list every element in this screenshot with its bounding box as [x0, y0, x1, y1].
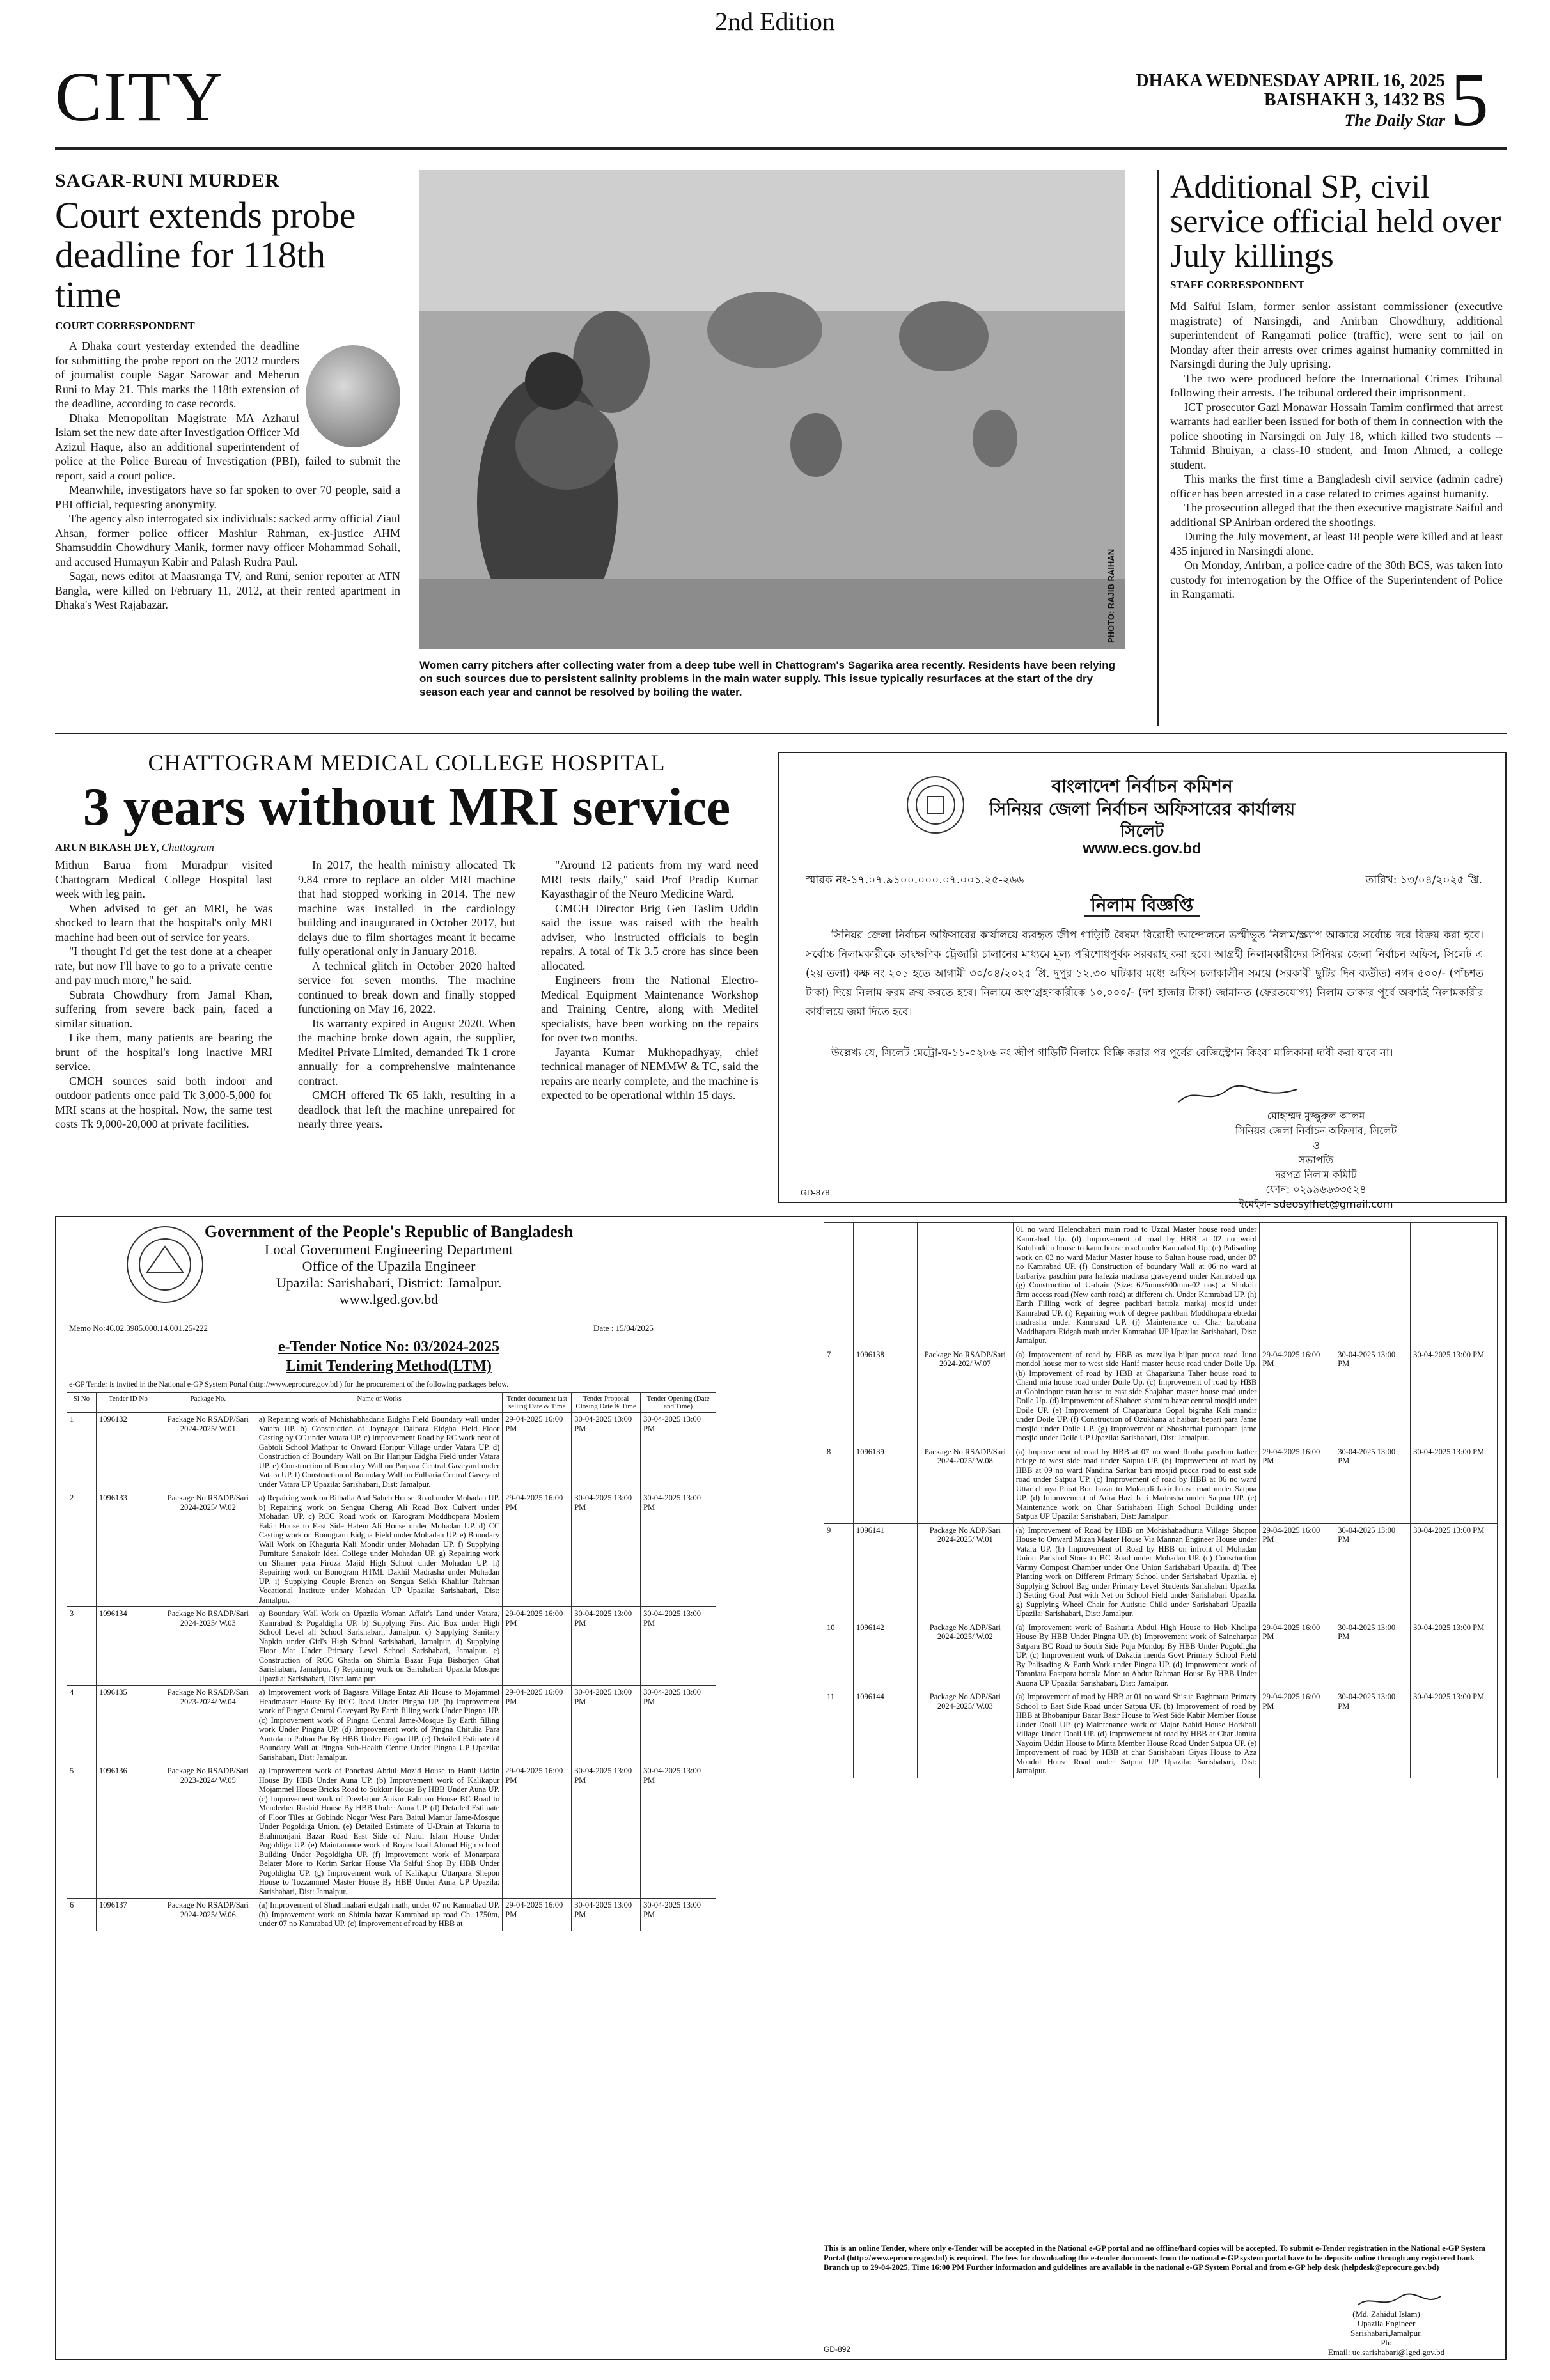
paragraph: CMCH offered Tk 65 lakh, resulting in a deadlock that left the machine unrepaired for nearly three years. [298, 1089, 515, 1130]
signature-icon [1354, 2291, 1444, 2310]
signer-name: (Md. Zahidul Islam) [1352, 2309, 1420, 2319]
story-headline: 3 years without MRI service [82, 777, 731, 837]
paragraph: During the July movement, at least 18 people were killed and at least 435 injured in Narsingdi alone. [1170, 530, 1503, 557]
paragraph: This marks the first time a Bangladesh civil service (admin cadre) officer has been arrested in a case related to crimes against humanity. [1170, 472, 1503, 500]
table-cell-sell: 29-04-2025 16:00 PM [503, 1686, 572, 1764]
paragraph: A technical glitch in October 2020 halted service for seven months. The machine continued to break down and finally stopped functioning on May 16, 2022. [298, 959, 515, 1015]
paragraph: Sagar, news editor at Maasranga TV, and Runi, senior reporter at ATN Bangla, were killed on February 11, 2012, at their rented apartment in Dhaka's West Rajabazar. [55, 570, 400, 611]
table-cell-close: 30-04-2025 13:00 PM [572, 1764, 641, 1899]
signature-icon [1175, 1083, 1303, 1108]
table-cell-work: a) Improvement work of Ponchasi Abdul Mozid House to Hanif Uddin House By HBB Under Auna UP. (b) Improvement work of Kalikapur Mojammel House Bricks Road to Sukkur House By HBB Under Auna UP. (c) Improvement work of Dowlatpur Anisur Rahman House BC Road to Menderber Rashid House By HBB Under Auna UP. (d) Detailed Estimate of Floor Tiles at Gobindo Nogor West Para Baitul Mamur Jame-Mosque Under Pogoldiga Union. (e) Detailed Estimate of U-Drain at Takuria to Brahmonjani Bazar Road East Side of Nurul Islam House Under Pogoldiga UP. (e) Maintanance work of Boyra Israil Ahmad High school Building Under Pogoldigha UP. (f) Improvement work of Monarpara Belater More to Korim Sarkar House Via Saiful Shop By HBB Under Pogoldigha UP. (g) Improvement work of Kalikapur Uttarpara Shepon House to Tozzammel Master House By HBB Under Auna UP Upazila: Sarishabari, Dist: Jamalpur. [256, 1764, 503, 1899]
table-cell-sl [824, 1223, 854, 1348]
tender-table-left [67, 1392, 716, 1931]
paragraph: Mithun Barua from Muradpur visited Chattogram Medical College Hospital last week with leg pain. [55, 859, 272, 900]
signer-committee: দরপত্র নিলাম কমিটি [1275, 1169, 1357, 1181]
photo-credit: PHOTO: RAJIB RAIHAN [1106, 548, 1116, 643]
table-cell-work: a) Repairing work of Mohishabhadaria Eidgha Field Boundary wall under Vatara UP. b) Construction of Joynagor Dalpara Eidgha Field Floor Casting by CC under Vatara UP. c) Improvement Road by RC work near of Gabtoli School Mathpar to Onward Horipur Village under Vatara UP. d) Construction of Boundary Wall on Bir Haripur Eidgha Field under Vatara UP. e) Construction of Boundary Wall on Parpara Central Gaveyard under Vatara UP. f) Construction of Boundary Wall on Fulbaria Central Gaveyard under Vatara UP Upazila: Sarishabari, Dist: Jamalpur. [256, 1413, 503, 1491]
table-cell-pkg: Package No RSADP/Sari 2024-2025/ W.02 [160, 1491, 256, 1607]
table-row [67, 1491, 716, 1607]
ad-date: তারিখ: ১৩/০৪/২০২৫ খ্রি. [1365, 874, 1482, 887]
edition-label: 2nd Edition [715, 7, 835, 36]
header-line: Local Government Engineering Department [265, 1241, 513, 1257]
table-cell-open: 30-04-2025 13:00 PM [1411, 1690, 1498, 1778]
table-cell-open: 30-04-2025 13:00 PM [641, 1899, 716, 1931]
paragraph: Engineers from the National Electro-Medical Equipment Maintenance Workshop and Training Centre, along with Meditel specialists, have been working on the repairs for over two months. [541, 974, 758, 1044]
table-cell-id: 1096133 [96, 1491, 160, 1607]
paragraph: Like them, many patients are bearing the brunt of the hospital's long inactive MRI service. [55, 1031, 272, 1073]
bangla-date: BAISHAKH 3, 1432 BS [1264, 90, 1445, 110]
story-kicker: SAGAR-RUNI MURDER [55, 170, 280, 191]
table-cell-sl: 1 [67, 1413, 97, 1491]
table-cell-sl: 11 [824, 1690, 854, 1778]
ad-code: GD-892 [824, 2345, 851, 2354]
table-row [824, 1223, 1498, 1348]
photo-illustration [419, 170, 1125, 649]
table-cell-work: a) Improvement work of Bagasra Village Entaz Ali House to Mojammel Headmaster House By RCC Road Under Pingna UP. (b) Improvement work of Pingna Central Gaveyard By Earth filling work Under Pingna UP. (c) Improvement work of Pingna Central Jame-Mosque By Earth filling work Under Pingna UP. (d) Improvement work of Pingna Chitulia Para Amtola to Polton Par By HBB Under Pingna UP. (e) Detailed Estimate of Boundary Wall at Pingna Sub-Health Centre Under Pingna UP Upazila: Sarishabari, Dist: Jamalpur. [256, 1686, 503, 1764]
table-cell-pkg: Package No RSADP/Sari 2024-2025/ W.06 [160, 1899, 256, 1931]
table-cell-sl: 2 [67, 1491, 97, 1607]
table-cell-sl: 7 [824, 1348, 854, 1445]
column-header: Tender Proposal Closing Date & Time [572, 1393, 641, 1413]
table-cell-id: 1096142 [853, 1621, 917, 1690]
tender-intro: e-GP Tender is invited in the National e-GP System Portal (http://www.eprocure.gov.bd ) for the procurement of the following packages below. [69, 1380, 509, 1388]
table-cell-sl: 6 [67, 1899, 97, 1931]
table-cell-open: 30-04-2025 13:00 PM [641, 1764, 716, 1899]
paragraph: The two were produced before the International Crimes Tribunal following their arrests. The tribunal ordered their imprisonment. [1170, 371, 1503, 399]
table-cell-pkg: Package No ADP/Sari 2024-2025/ W.02 [917, 1621, 1013, 1690]
table-row [824, 1445, 1498, 1523]
tender-date: Date : 15/04/2025 [593, 1323, 654, 1333]
ad-website: www.ecs.gov.bd [1083, 840, 1202, 857]
table-cell-sell: 29-04-2025 16:00 PM [503, 1607, 572, 1686]
story-byline: STAFF CORRESPONDENT [1170, 279, 1305, 291]
masthead-rule [55, 147, 1507, 150]
table-cell-sl: 4 [67, 1686, 97, 1764]
table-cell-pkg: Package No RSADP/Sari 2024-2025/ W.08 [917, 1445, 1013, 1523]
table-cell-pkg: Package No RSADP/Sari 2024-2025/ W.03 [160, 1607, 256, 1686]
paragraph: Md Saiful Islam, former senior assistant commissioner (executive magistrate) of Narsingdi, and Anirban Chowdhury, additional superintendent of Rangamati police (traffic), were sent to jail on Monday after their arrests over crimes against humanity committed in Narsingdi during the July uprising. [1170, 300, 1503, 370]
table-cell-open: 30-04-2025 13:00 PM [641, 1413, 716, 1491]
table-cell-sell: 29-04-2025 16:00 PM [1260, 1348, 1335, 1445]
table-cell-sell: 29-04-2025 16:00 PM [503, 1413, 572, 1491]
table-cell-close: 30-04-2025 13:00 PM [572, 1899, 641, 1931]
victims-photo [306, 345, 400, 447]
table-cell-close: 30-04-2025 13:00 PM [1335, 1690, 1411, 1778]
table-cell-id: 1096141 [853, 1523, 917, 1621]
table-cell-id: 1096144 [853, 1690, 917, 1778]
table-cell-close: 30-04-2025 13:00 PM [572, 1413, 641, 1491]
paragraph: Dhaka Metropolitan Magistrate MA Azharul Islam set the new date after Investigation Officer Md Azizul Haque, also an additional superintendent of police at the Police Bureau of Investigation (PBI), failed to submit the report, said a court police. [55, 411, 400, 482]
table-row [824, 1690, 1498, 1778]
table-cell-close: 30-04-2025 13:00 PM [572, 1607, 641, 1686]
column-header: Tender document last selling Date & Time [503, 1393, 572, 1413]
ad-note: উল্লেখ্য যে, সিলেট মেট্রো-ঘ-১১-০২৮৬ নং জীপ গাড়িটি নিলামে বিক্রি করার পর পূর্বের রেজিস্ট্রেশন কিংবা মালিকানা দাবী করা যাবে না। [831, 1046, 1393, 1059]
table-cell-sl: 5 [67, 1764, 97, 1899]
table-cell-sell: 29-04-2025 16:00 PM [503, 1899, 572, 1931]
header-line: Government of the People's Republic of Bangladesh [204, 1222, 574, 1241]
dateline: DHAKA WEDNESDAY APRIL 16, 2025 [1136, 71, 1445, 91]
signer-email: Email: ue.sarishabari@lged.gov.bd [1327, 2347, 1445, 2357]
lged-header [56, 1222, 721, 1308]
photo-caption: Women carry pitchers after collecting water from a deep tube well in Chattogram's Sagarika area recently. Residents have been relying on such sources due to persistent salinity problems in the main water supply. This issue typically resurfaces at the start of the dry season each year and cannot be resolved by boiling the water. [419, 659, 1115, 698]
table-row [824, 1523, 1498, 1621]
table-cell-pkg: Package No ADP/Sari 2024-2025/ W.01 [917, 1523, 1013, 1621]
table-cell-work: (a) Improvement of road by HBB at 01 no ward Shisua Baghmara Primary School to East Side Road under Satpua UP. (b) Improvement of road by HBB at Bhobanipur Bazar Basir House to West Side Kabir Member House Under Doail UP. (c) Maintenance work of Major Nahid House Horkhali Village Under Doail UP. (d) Improvement of road by HBB at Char Jamira Nayoim Uddin House to Minta Member House Road Under Satpua UP. (e) Improvement of road by HBB at char Sarishabari Giyas House to Aza Mondol House Road under Satpua UP Upazila: Sarishabari, Dist: Jamalpur. [1013, 1690, 1260, 1778]
table-row [824, 1621, 1498, 1690]
column-header: Tender ID No [96, 1393, 160, 1413]
signer-conjunction: ও [1312, 1139, 1320, 1151]
story-body [55, 858, 758, 1166]
paragraph: "Around 12 patients from my ward need MRI tests daily," said Prof Pradip Kumar Kayasthagir of the Neuro Medicine Ward. [541, 859, 758, 900]
table-cell-open: 30-04-2025 13:00 PM [1411, 1445, 1498, 1523]
table-cell-open: 30-04-2025 13:00 PM [1411, 1621, 1498, 1690]
table-cell-sell: 29-04-2025 16:00 PM [1260, 1523, 1335, 1621]
signer-title: সিনিয়র জেলা নির্বাচন অফিসার, সিলেট [1235, 1124, 1397, 1137]
table-cell-pkg: Package No ADP/Sari 2024-2025/ W.03 [917, 1690, 1013, 1778]
section-title: CITY [55, 58, 224, 136]
ad-body: সিনিয়র জেলা নির্বাচন অফিসারের কার্যালয়ে ব্যবহৃত জীপ গাড়িটি বৈষম্য বিরোধী আন্দোলনে ভস্মীভূত নিলাম/স্ক্র্যাপ আকারে সর্বোচ্চ দরে বিক্রয় করা হবে। সর্বোচ্চ নিলামকারীকে তাৎক্ষণিক ট্রেজারি চালানের মাধ্যমে মূল্য পরিশোধপূর্বক সরবরাহ করা হবে। আগ্রহী নিলামকারীদের সিনিয়র জেলা নির্বাচন অফিস, সিলেট এ (২য় তলা) কক্ষ নং ২০১ হতে আগামী ৩০/০৪/২০২৫ খ্রি. দুপুর ১২.৩০ ঘটিকার মধ্যে অফিস চলাকালীন সময়ে (সরকারী ছুটির দিন ব্যতীত) নগদ ৫০০/- (পাঁচশত টাকা) দিয়ে নিলাম ফরম ক্রয় করতে হবে। নিলামে অংশগ্রহণকারীকে ১০,০০০/- (দশ হাজার টাকা) জামানত (ফেরতযোগ্য) নিলাম ডাকার পূর্বে অবশ্যই নিলামকারীর কার্যালয়ে জমা দিতে হবে। [806, 929, 1483, 1018]
signer-place: Sarishabari,Jamalpur. [1350, 2328, 1422, 2338]
table-cell-pkg: Package No RSADP/Sari 2023-2024/ W.05 [160, 1764, 256, 1899]
story-byline: ARUN BIKASH DEY, [55, 841, 159, 853]
story-court-probe [55, 170, 400, 612]
ad-code: GD-878 [801, 1188, 830, 1197]
paragraph: When advised to get an MRI, he was shocked to learn that the hospital's only MRI machine had been out of service for years. [55, 901, 272, 944]
table-cell-close: 30-04-2025 13:00 PM [1335, 1523, 1411, 1621]
table-cell-work: (a) Improvement of road by HBB at 07 no ward Rouha paschim kather bridge to west side road under Satpua UP. (b) Improvement of road by HBB at 09 no ward Nandina Sarkar bari mosjid pucca road to east side road under Satpua UP. (c) Improvement of road by HBB at 06 no ward Uttar chinya Purat Bou bazar to Mukandi fakir house road under Satpua UP. (d) Improvement of Adra Hazi bari Madrasha under Satpua UP. (e) Maintenance work on Char Sarishabari High School Building under Satpua UP Upazila: Sarishabari, Dist: Jamalpur. [1013, 1445, 1260, 1523]
table-cell-work: a) Boundary Wall Work on Upazila Woman Affair's Land under Vatara, Kamrabad & Pogaldigha UP. b) Supplying First Aid Box under High School Level all School Sarishabari, Jamalpur. c) Supplying Sanitary Napkin under Girl's High School Sarishabari, Jamalpur. d) Supplying Floor Mat Under Primary Level School Sarishabari, Jamalpur. e) Construction of RCC Ghatla on Shimla Bazar Puja Bishorjon Ghat Sarishabari, Jamalpur. f) Repairing work on Sarishabari Upazila Mosque Upazila: Sarishabari, Dist: Jamalpur. [256, 1607, 503, 1686]
table-cell-id: 1096137 [96, 1899, 160, 1931]
table-cell-open: 30-04-2025 13:00 PM [1411, 1523, 1498, 1621]
story-kicker: CHATTOGRAM MEDICAL COLLEGE HOSPITAL [148, 750, 666, 775]
table-row [67, 1607, 716, 1686]
story-byline: COURT CORRESPONDENT [55, 320, 195, 332]
table-cell-id: 1096135 [96, 1686, 160, 1764]
ad-memo: স্মারক নং-১৭.০৭.৯১০০.০০০.০৭.০০১.২৫-২৬৬ [806, 874, 1024, 887]
table-cell-id: 1096138 [853, 1348, 917, 1445]
ad-title [779, 891, 1505, 921]
paragraph: On Monday, Anirban, a police cadre of the 30th BCS, was taken into custody for interrogation by the Office of the Superintendent of Police in Rangamati. [1170, 559, 1503, 600]
table-cell-id: 1096134 [96, 1607, 160, 1686]
column-header: Sl No [67, 1393, 97, 1413]
header-line: Upazila: Sarishabari, District: Jamalpur. [276, 1275, 502, 1291]
paragraph: In 2017, the health ministry allocated Tk 9.84 crore to replace an older MRI machine that had stopped working in 2014. The new machine was installed in the cardiology building and inaugurated in October 2017, but delays due to film shortages meant it became fully operational only in January 2018. [298, 859, 515, 958]
table-cell-sl: 3 [67, 1607, 97, 1686]
table-cell-work: (a) Improvement of road by HBB as mazaliya bilpar pucca road Juno mondol house mor to west side Hanif master house road under Doile Up. (b) Improvement of road by HBB at Chaparkuna Taher house road to Chand mia house road under Doile Up. (c) Improvement of road by HBB at Gobindopur ratan house to east side Shajahan master house road under Doile Up. (d) Improvement of Shaheen shamim bazar central mosjid under Doile UP. (e) Improvement of Chaparkuna Gopal bigraha Kali mandir under Doile UP. (f) Construction of Ozukhana at haibari bepari para Jame mosjid under Doile UP. (g) Improvement of Shosharbal purbopara jame mosjid under Doile UP Upazila: Sarishabari, Dist: Jamalpur. [1013, 1348, 1260, 1445]
table-cell-sell: 29-04-2025 16:00 PM [1260, 1690, 1335, 1778]
column-header: Package No. [160, 1393, 256, 1413]
tender-signature [1271, 2309, 1501, 2357]
table-cell-sell [1260, 1223, 1335, 1348]
column-header: Tender Opening (Date and Time) [641, 1393, 716, 1413]
table-cell-pkg: Package No RSADP/Sari 2023-2024/ W.04 [160, 1686, 256, 1764]
table-cell-work: (a) Improvement work of Bashuria Abdul High House to Hob Kholipa House By HBB Under Pingna UP. (b) Improvement work of Saincharpar Satpara BC Road to South Side Puja Mondop By HBB Under Pogoldigha UP. (c) Improvement work of Dakatia menda Govt Primary School Field By Palisading & Earth Work under Pingna UP. (d) Improvement work of Toroniata Eastpara bottola More to Abdur Rahman House By HBB Under Auona UP Upazila: Sarishabari, Dist: Jamalpur. [1013, 1621, 1260, 1690]
paragraph: ICT prosecutor Gazi Monawar Hossain Tamim confirmed that arrest warrants had earlier been issued for both of them in connection with the police shooting in Narsingdi on July 18, which killed two students -- Tahmid Bhuiyan, a class-10 student, and Imon Ahmed, a college student. [1170, 400, 1503, 471]
election-auction-ad [778, 752, 1507, 1210]
tender-table-right [824, 1222, 1498, 1778]
tender-memo: Memo No:46.02.3985.000.14.001.25-222 [69, 1323, 208, 1333]
paragraph: Subrata Chowdhury from Jamal Khan, suffering from severe back pain, faced a similar situation. [55, 988, 272, 1030]
table-cell-work: 01 no ward Helenchabari main road to Uzzal Master house road under Kamrabad Up. (d) Improvement of road by HBB at 02 no word Kutubuddin house to kanu house road under Kamrabad Up. (c) Palisading work on 03 no ward Matiur Master house to Sultan house road, under 07 no Kamrabad UP. (f) Construction of boundary Wall at 06 no ward at barbariya paschim para hafezia madrasa graveyeard under Kamrabad up. (g) Construction of U-drain (Size: 625mmx600mm-02 nos) at Shukoir firm access road (New earth road) at different ch. Under Kamrabad UP. (h) Earth Filling work of degree pachbari battola markaj mosjid under Kamrabad UP. (i) Repairing work of degree pachbari Moddhopara ebtedai madrasha under Kamrabad UP. (j) Maintenance of Char barobaira Maddhapara Eidgah math under Kamrabad UP Upazila: Sarishabari, Dist: Jamalpur. [1013, 1223, 1260, 1348]
table-cell-id: 1096136 [96, 1764, 160, 1899]
ad-signature-block [1137, 1108, 1495, 1211]
water-photo [419, 170, 1125, 649]
lged-tender-ad [55, 1216, 1507, 2360]
table-cell-work: a) Repairing work on Bilbalia Ataf Saheb House Road under Mohadan UP. b) Repairing work on Sengua Cherag Ali Road Box Culvert under Mohadan UP. c) RCC Road work on Karogram Moddhopara Moslem Fakir House to East Side Hatem Ali House under Mohadan UP. d) CC Casting work on Bonogram Eidgha Field under Mohadan UP. e) Boundary Wall Work on Khaguria Kali Mondir under Mohadan UP. f) Supplying Furniture Sanakoir Ideal College under Mohadan UP. g) Repairing work on Shamer para Firoza Majid High School under Mohadan UP. h) Repairing work on Bonogram HTML Dakhil Madrasha under Mohadan UP. i) Supplying Couple Brench on Sengua Seikh Khalilur Rahman Vocational Institute under Mohadan UP Upazila: Sarishabari, Dist: Jamalpur. [256, 1491, 503, 1607]
tender-method: Limit Tendering Method(LTM) [286, 1358, 492, 1374]
paragraph: Meanwhile, investigators have so far spoken to over 70 people, said a PBI official, requesting anonymity. [55, 483, 400, 511]
header-line: Office of the Upazila Engineer [302, 1258, 476, 1274]
table-cell-pkg: Package No RSADP/Sari 2024-2025/ W.01 [160, 1413, 256, 1491]
table-row [67, 1413, 716, 1491]
table-cell-open: 30-04-2025 13:00 PM [1411, 1348, 1498, 1445]
table-cell-pkg [917, 1223, 1013, 1348]
table-cell-work: (a) Improvement of Road by HBB on Mohishabadhuria Village Shopon House to Onward Mizan Master House Via Mannan Engineer House under Vatara UP. (b) Improvement of Road by HBB on infront of Mohadan Union Parishad Store to BC Road under Mohadan UP. (c) Consrtuction Varmy Compost Chamber under One Union Sarishabari Upazila. d) Tree Planting work on Different Primary School under Sarishabari Upazila. e) Supplying School Bag under Primary Level Students Sarishabari Upazila. f) Setting Goal Post with Net on School Field under Sarishabari Upazila. g) Supplying Wheel Chair for Autistic Child under Sarishabari Upazila Upazila: Sarishabari, Dist: Jamalpur. [1013, 1523, 1260, 1621]
table-cell-open: 30-04-2025 13:00 PM [641, 1686, 716, 1764]
paragraph: Jayanta Kumar Mukhopadhyay, chief technical manager of NEMMW & TC, said the repairs are nearly complete, and the machine is expected to be operational within 15 days. [541, 1045, 758, 1101]
table-cell-sell: 29-04-2025 16:00 PM [503, 1764, 572, 1899]
header-line: www.lged.gov.bd [339, 1291, 439, 1307]
table-cell-close: 30-04-2025 13:00 PM [1335, 1445, 1411, 1523]
column-header: Name of Works [256, 1393, 503, 1413]
table-cell-sl: 9 [824, 1523, 854, 1621]
table-row [67, 1764, 716, 1899]
signer-role: সভাপতি [1298, 1154, 1334, 1166]
signer-phone: ফোন: ০২৯৯৬৬৩৩৫২৪ [1265, 1183, 1366, 1195]
table-cell-id: 1096132 [96, 1413, 160, 1491]
paragraph: Its warranty expired in August 2020. When the machine broke down again, the supplier, Meditel Private Limited, demanded Tk 1 crore annually for a comprehensive maintenance contract. [298, 1016, 515, 1087]
paper-name: The Daily Star [1344, 111, 1445, 130]
ad-place: সিলেট [1120, 822, 1164, 841]
byline-place: Chattogram [161, 841, 214, 853]
table-row [824, 1348, 1498, 1445]
paragraph: CMCH sources said both indoor and outdoor patients once paid Tk 3,000-5,000 for MRI scans at the hospital. Now, the same test costs Tk 9,000-20,000 at private facilities. [55, 1074, 272, 1130]
table-cell-sl: 10 [824, 1621, 854, 1690]
paragraph: The agency also interrogated six individuals: sacked army official Ziaul Ahsan, former police officer Mashiur Rahman, ex-justice AHM Shamsuddin Chowdhury Manik, former navy officer Mohammad Sohail, and accused Humayun Kabir and Palash Rudra Paul. [55, 512, 400, 568]
table-cell-close: 30-04-2025 13:00 PM [572, 1686, 641, 1764]
table-cell-close: 30-04-2025 13:00 PM [572, 1491, 641, 1607]
story-headline: Court extends probe deadline for 118th time [55, 194, 356, 315]
table-cell-id [853, 1223, 917, 1348]
table-cell-open [1411, 1223, 1498, 1348]
paragraph: The prosecution alleged that the then executive magistrate Saiful and additional SP Anirban ordered the shootings. [1170, 501, 1503, 529]
column-rule [1157, 170, 1159, 726]
tender-footer-note: This is an online Tender, where only e-Tender will be accepted in the National e-GP portal and no offline/hard copies will be accepted. To submit e-Tender registration in the National e-GP System Portal (http://www.eprocure.gov.bd) is required. The fees for downloading the e-tender documents from the national e-GP system portal have to be deposite online through any registered bank Branch up to 29-04-2025, Time 16:00 PM Further information and guidelines are available in the national e-GP System Portal and from e-GP help desk (helpdesk@eprocure.gov.bd) [824, 2244, 1485, 2272]
table-cell-close: 30-04-2025 13:00 PM [1335, 1621, 1411, 1690]
table-cell-id: 1096139 [853, 1445, 917, 1523]
signer-phone: Ph: [1381, 2338, 1392, 2347]
story-body [1170, 299, 1503, 602]
table-cell-close: 30-04-2025 13:00 PM [1335, 1348, 1411, 1445]
auction-title: নিলাম বিজ্ঞপ্তি [1084, 894, 1200, 917]
table-cell-work: (a) Improvement of Shadhinabari eidgah math, under 07 no Kamrabad UP. (b) Improvement work on Shimla bazar Kamrabad up road Ch. 1750m, under 07 no Kamrabad UP. (c) Improvement of road by HBB at [256, 1899, 503, 1931]
tender-notice-no: e-Tender Notice No: 03/2024-2025 [278, 1339, 499, 1355]
table-cell-open: 30-04-2025 13:00 PM [641, 1607, 716, 1686]
story-headline: Additional SP, civil service official held over July killings [1170, 169, 1501, 274]
signer-email: ইমেইল- sdeosylhet@gmail.com [1239, 1198, 1393, 1210]
page-number: 5 [1450, 57, 1489, 142]
section-rule [55, 733, 1507, 734]
table-cell-sell: 29-04-2025 16:00 PM [503, 1491, 572, 1607]
paragraph: CMCH Director Brig Gen Taslim Uddin said the issue was raised with the health adviser, who instructed officials to begin repairs. A total of Tk 3.5 crore has since been allocated. [541, 901, 758, 972]
table-cell-close [1335, 1223, 1411, 1348]
table-header-row [67, 1393, 716, 1413]
signer-name: মোহাম্মদ মুজ্জুরুল আলম [1267, 1110, 1365, 1122]
paragraph: A Dhaka court yesterday extended the deadline for submitting the probe report on the 2012 murders of journalist couple Sagar Sarowar and Meherun Runi to May 21. This marks the 118th extension of the deadline, according to case records. [55, 339, 299, 410]
ad-office: সিনিয়র জেলা নির্বাচন অফিসারের কার্যালয় [989, 798, 1296, 820]
ad-org: বাংলাদেশ নির্বাচন কমিশন [1051, 775, 1233, 797]
paragraph: "I thought I'd get the test done at a cheaper rate, but now I'll have to go to a private centre and pay much more," he said. [55, 945, 272, 986]
story-july-killings [1170, 170, 1503, 602]
table-row [67, 1686, 716, 1764]
table-cell-open: 30-04-2025 13:00 PM [641, 1491, 716, 1607]
table-cell-sell: 29-04-2025 16:00 PM [1260, 1445, 1335, 1523]
table-cell-pkg: Package No RSADP/Sari 2024-202/ W.07 [917, 1348, 1013, 1445]
story-mri [55, 749, 758, 1166]
table-cell-sl: 8 [824, 1445, 854, 1523]
signer-title: Upazila Engineer [1357, 2319, 1416, 2328]
table-row [67, 1899, 716, 1931]
table-cell-sell: 29-04-2025 16:00 PM [1260, 1621, 1335, 1690]
